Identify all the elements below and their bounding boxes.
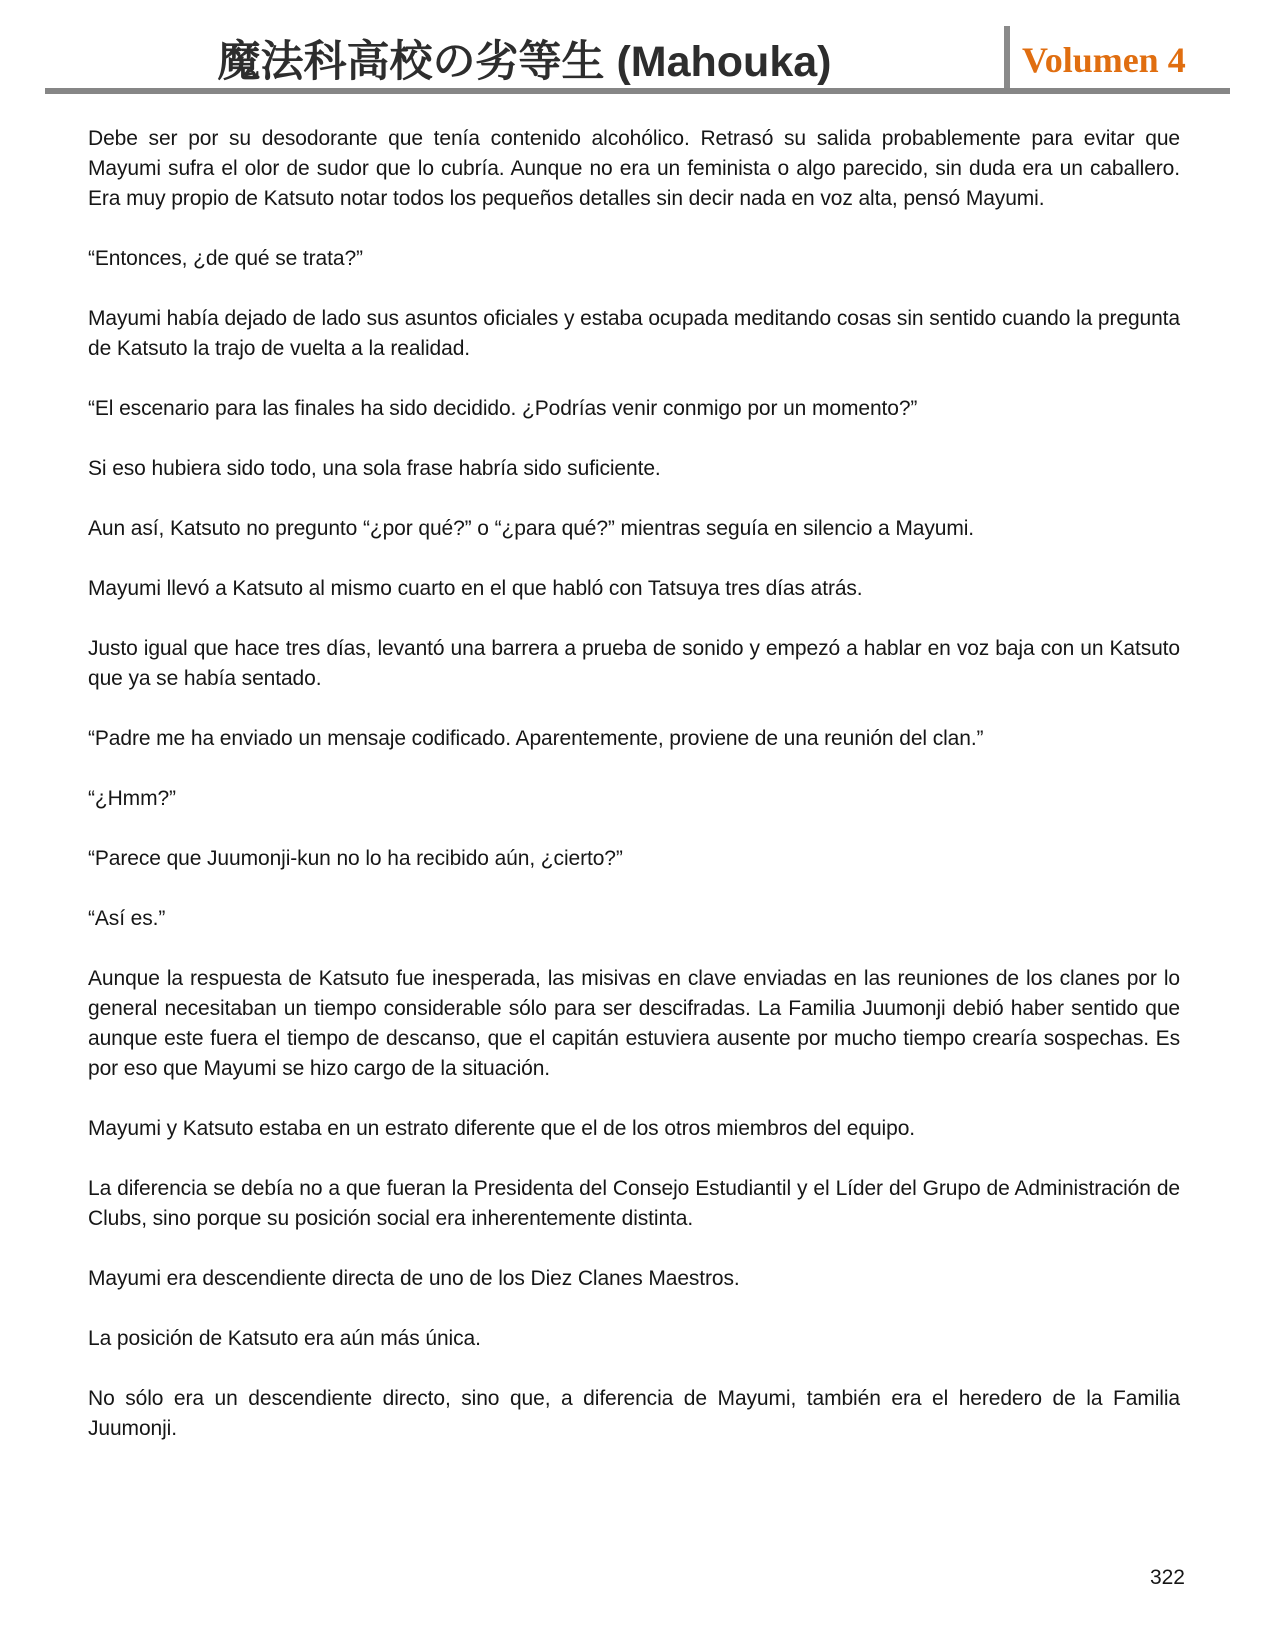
paragraph: Aun así, Katsuto no pregunto “¿por qué?” o “¿para qué?” mientras seguía en silencio a Mayumi. (88, 517, 975, 540)
header-title-cell (45, 26, 1004, 88)
volume-label: Volumen 4 (1022, 40, 1186, 80)
paragraph: Debe ser por su desodorante que tenía contenido alcohólico. Retrasó su salida probablemente para evitar que Mayumi sufra el olor de sudor que lo cubría. Aunque no era un feminista o algo parecido, sin duda era un caballero. Era muy propio de Katsuto notar todos los pequeños detalles sin decir nada en voz alta, pensó Mayumi. (88, 127, 1180, 210)
paragraph: Mayumi era descendiente directa de uno de los Diez Clanes Maestros. (88, 1267, 740, 1290)
header-rule (45, 88, 1230, 94)
paragraph: Si eso hubiera sido todo, una sola frase habría sido suficiente. (88, 457, 661, 480)
paragraph: Mayumi había dejado de lado sus asuntos oficiales y estaba ocupada meditando cosas sin sentido cuando la pregunta de Katsuto la trajo de vuelta a la realidad. (88, 307, 1180, 360)
paragraph: Aunque la respuesta de Katsuto fue inesperada, las misivas en clave enviadas en las reuniones de los clanes por lo general necesitaban un tiempo considerable sólo para ser descifradas. La Familia Juumonji debió haber sentido que aunque este fuera el tiempo de descanso, que el capitán estuviera ausente por mucho tiempo crearía sospechas. Es por eso que Mayumi se hizo cargo de la situación. (88, 967, 1180, 1080)
paragraph: “Padre me ha enviado un mensaje codificado. Aparentemente, proviene de una reunión del clan.” (88, 727, 984, 750)
paragraph: Mayumi y Katsuto estaba en un estrato diferente que el de los otros miembros del equipo. (88, 1117, 916, 1140)
paragraph: La diferencia se debía no a que fueran la Presidenta del Consejo Estudiantil y el Líder del Grupo de Administración de Clubs, sino porque su posición social era inherentemente distinta. (88, 1177, 1180, 1230)
paragraph: Justo igual que hace tres días, levantó una barrera a prueba de sonido y empezó a hablar en voz baja con un Katsuto que ya se había sentado. (88, 637, 1180, 690)
page-number: 322 (1149, 1566, 1185, 1589)
paragraph: “¿Hmm?” (88, 787, 176, 810)
paragraph: La posición de Katsuto era aún más única. (88, 1327, 481, 1350)
paragraph: No sólo era un descendiente directo, sino que, a diferencia de Mayumi, también era el heredero de la Familia Juumonji. (88, 1387, 1180, 1440)
paragraph: “El escenario para las finales ha sido decidido. ¿Podrías venir conmigo por un momento?” (88, 397, 918, 420)
paragraph: “Entonces, ¿de qué se trata?” (88, 247, 363, 270)
page-header (45, 26, 1230, 88)
page-title: 魔法科高校の劣等生 (Mahouka) (217, 38, 832, 86)
paragraph: Mayumi llevó a Katsuto al mismo cuarto en el que habló con Tatsuya tres días atrás. (88, 577, 863, 600)
page-body (88, 124, 1180, 1474)
header-volume-cell (1010, 26, 1230, 88)
paragraph: “Parece que Juumonji-kun no lo ha recibido aún, ¿cierto?” (88, 847, 623, 870)
paragraph: “Así es.” (88, 907, 166, 930)
